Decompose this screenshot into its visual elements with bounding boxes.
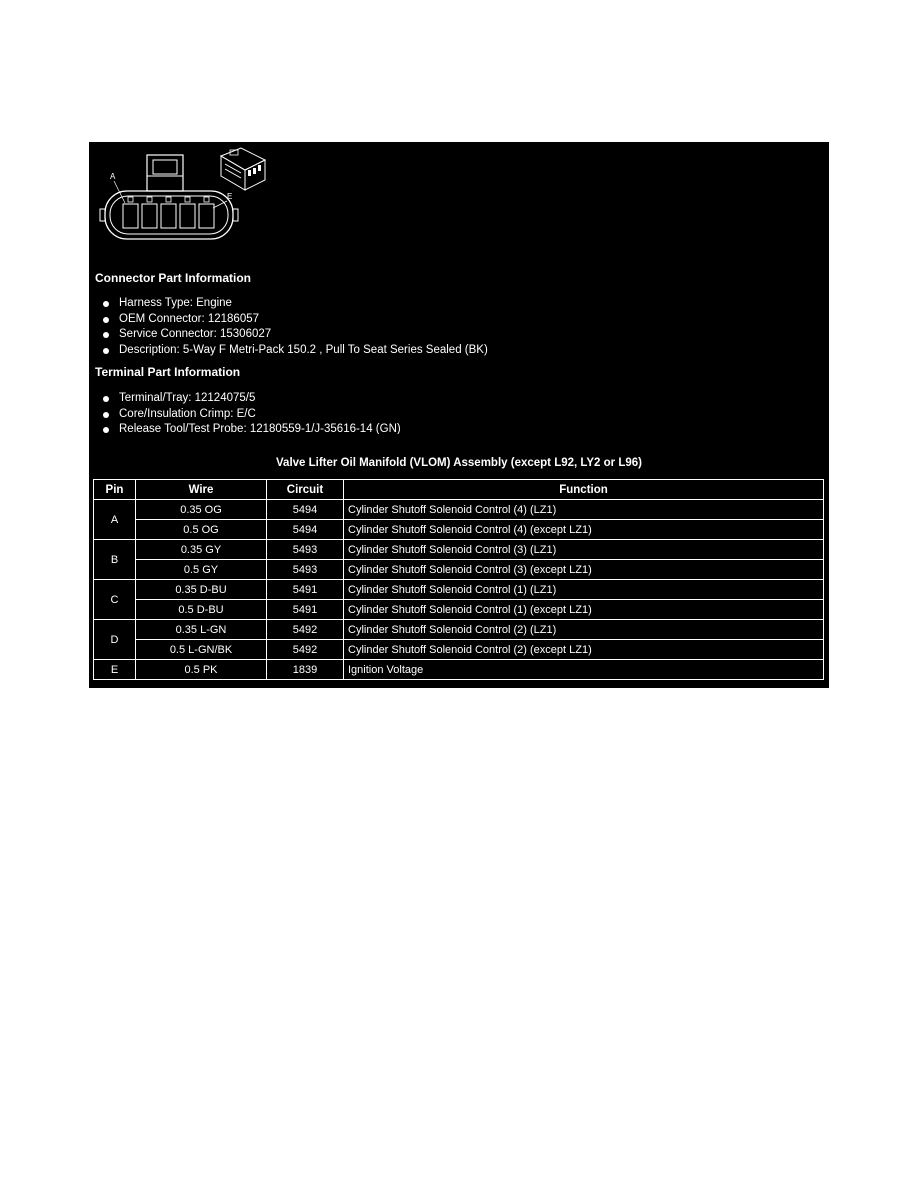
list-item: Description: 5-Way F Metri-Pack 150.2 , Pull To Seat Series Sealed (BK) [103,343,488,359]
connector-part-info-list [103,296,488,358]
bullet-icon [103,412,109,418]
terminal-part-info-list [103,391,401,434]
pin-cell: B [94,540,136,580]
function-cell: Cylinder Shutoff Solenoid Control (3) (LZ1) [344,540,824,560]
pin-cell: E [94,660,136,680]
table-row [94,620,824,640]
cavity-d [180,204,195,228]
table-row [94,580,824,600]
column-header-function: Function [344,480,824,500]
list-item: OEM Connector: 12186057 [103,312,488,328]
cavity-c [161,204,176,228]
cavity-b [142,204,157,228]
function-cell: Cylinder Shutoff Solenoid Control (4) (except LZ1) [344,520,824,540]
wire-cell: 0.5 D-BU [136,600,267,620]
table-header-row [94,480,824,500]
cavity-a [123,204,138,228]
pinout-table [93,479,824,680]
circuit-cell: 5493 [267,560,344,580]
table-row [94,560,824,580]
table-row [94,540,824,560]
column-header-wire: Wire [136,480,267,500]
list-item: Service Connector: 15306027 [103,327,488,343]
circuit-cell: 5491 [267,580,344,600]
pin-cell: C [94,580,136,620]
pin-cell: D [94,620,136,660]
connector-part-info-heading: Connector Part Information [95,271,252,285]
pin-cavities [123,197,214,228]
wire-cell: 0.5 PK [136,660,267,680]
table-row [94,660,824,680]
function-cell: Ignition Voltage [344,660,824,680]
bullet-icon [103,332,109,338]
function-cell: Cylinder Shutoff Solenoid Control (2) (except LZ1) [344,640,824,660]
circuit-cell: 5492 [267,640,344,660]
bullet-icon [103,317,109,323]
wire-cell: 0.35 GY [136,540,267,560]
cavity-e [199,204,214,228]
terminal-part-info-clip [89,385,829,434]
function-cell: Cylinder Shutoff Solenoid Control (4) (LZ1) [344,500,824,520]
circuit-cell: 5494 [267,500,344,520]
list-item: Core/Insulation Crimp: E/C [103,407,401,423]
bullet-icon [103,301,109,307]
bullet-icon [103,396,109,402]
function-cell: Cylinder Shutoff Solenoid Control (1) (LZ1) [344,580,824,600]
column-header-circuit: Circuit [267,480,344,500]
side-ear-right [233,209,238,221]
pin-label-e: E [227,192,233,201]
table-row [94,600,824,620]
side-ear-left [100,209,105,221]
bullet-icon [103,427,109,433]
table-title: Valve Lifter Oil Manifold (VLOM) Assembly (except L92, LY2 or L96) [276,457,642,469]
terminal-part-info-heading: Terminal Part Information [95,365,241,379]
table-row [94,520,824,540]
wire-cell: 0.35 L-GN [136,620,267,640]
wire-cell: 0.5 OG [136,520,267,540]
list-item: Harness Type: Engine [103,296,488,312]
function-cell: Cylinder Shutoff Solenoid Control (2) (LZ1) [344,620,824,640]
bullet-icon [103,348,109,354]
circuit-cell: 1839 [267,660,344,680]
function-cell: Cylinder Shutoff Solenoid Control (3) (except LZ1) [344,560,824,580]
table-row [94,640,824,660]
column-header-pin: Pin [94,480,136,500]
pin-cell: A [94,500,136,540]
circuit-cell: 5492 [267,620,344,640]
pin-label-a: A [110,172,116,181]
connector-info-panel [89,142,829,688]
table-row [94,500,824,520]
circuit-cell: 5493 [267,540,344,560]
circuit-cell: 5491 [267,600,344,620]
connector-diagram [97,146,277,246]
wire-cell: 0.5 L-GN/BK [136,640,267,660]
wire-cell: 0.35 D-BU [136,580,267,600]
list-item: Release Tool/Test Probe: 12180559-1/J-35616-14 (GN) [103,422,401,434]
connector-isometric-icon [221,148,265,190]
locking-tab-window [153,160,177,174]
wire-cell: 0.35 OG [136,500,267,520]
list-item: Terminal/Tray: 12124075/5 [103,391,401,407]
wire-cell: 0.5 GY [136,560,267,580]
function-cell: Cylinder Shutoff Solenoid Control (1) (except LZ1) [344,600,824,620]
circuit-cell: 5494 [267,520,344,540]
